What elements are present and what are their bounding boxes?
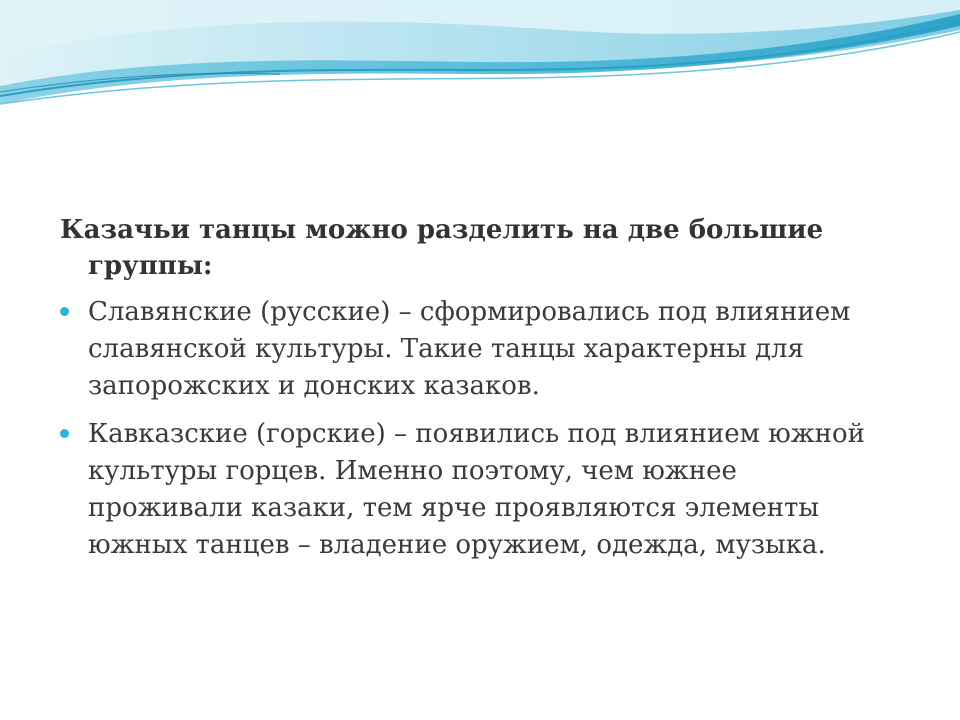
bullet-list bbox=[60, 294, 880, 564]
bullet-text: Кавказские (горские) – появились под влиянием южной культуры горцев. Именно поэтому, чем южнее проживали казаки, тем ярче проявляются элементы южных танцев – владение оружием, одежда, музыка. bbox=[88, 419, 865, 560]
bullet-item-caucasian bbox=[60, 416, 880, 564]
wave-header-decoration bbox=[0, 0, 960, 130]
bullet-item-slavic bbox=[60, 294, 880, 405]
slide-content bbox=[60, 212, 880, 575]
intro-text: Казачьи танцы можно разделить на две большие группы: bbox=[60, 215, 824, 281]
bullet-text: Славянские (русские) – сформировались под влиянием славянской культуры. Такие танцы характерны для запорожских и донских казаков. bbox=[88, 297, 851, 401]
circle-bullet-icon bbox=[60, 429, 69, 438]
circle-bullet-icon bbox=[60, 307, 69, 316]
